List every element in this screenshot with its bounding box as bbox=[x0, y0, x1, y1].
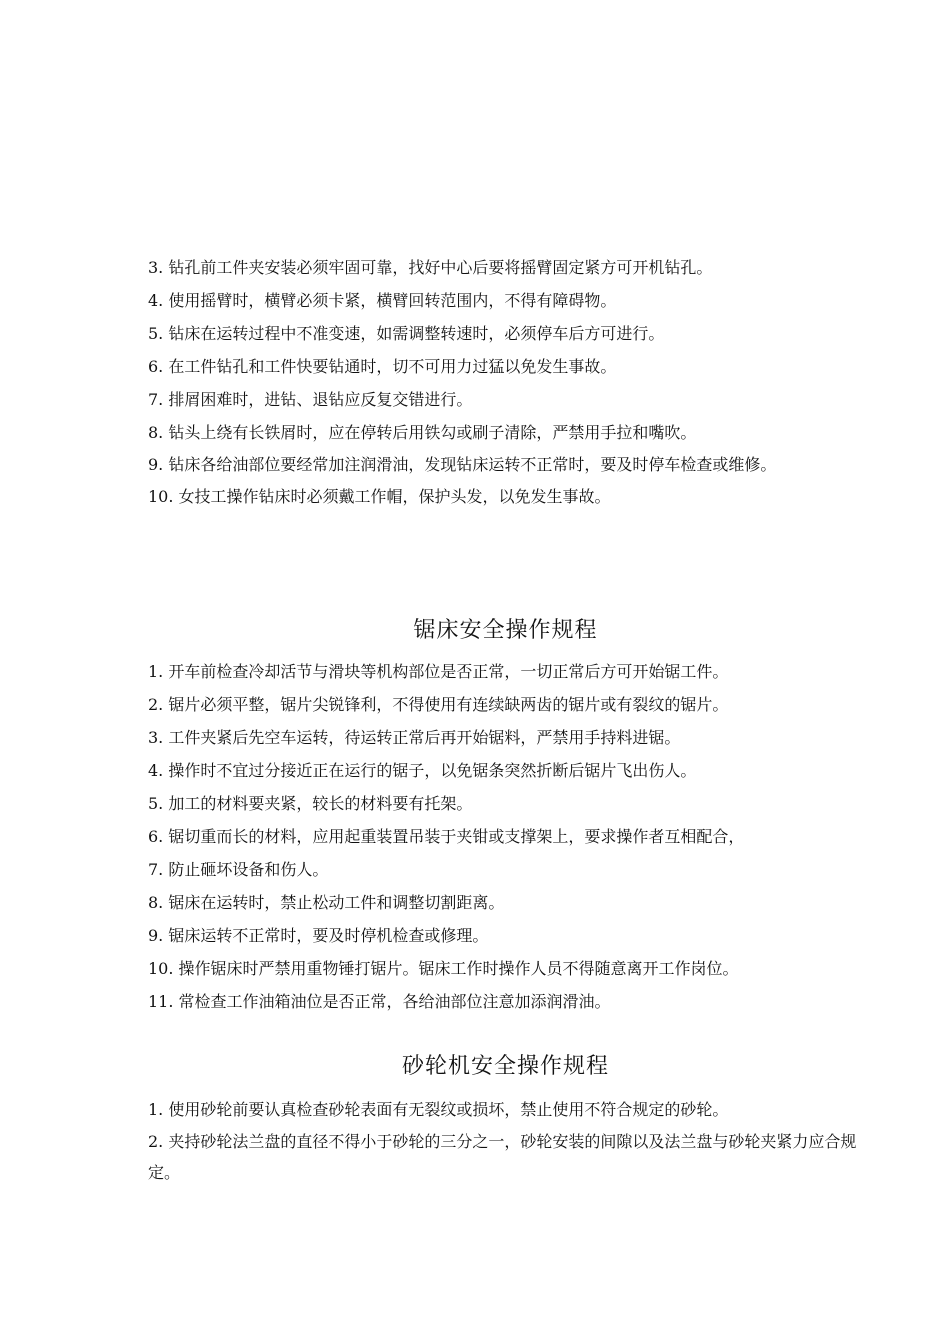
list-item: 6. 在工件钻孔和工件快要钻通时，切不可用力过猛以免发生事故。 bbox=[148, 357, 617, 376]
list-item: 2. 锯片必须平整，锯片尖锐锋利，不得使用有连续缺两齿的锯片或有裂纹的锯片。 bbox=[148, 695, 729, 714]
list-item: 5. 加工的材料要夹紧，较长的材料要有托架。 bbox=[148, 794, 473, 813]
list-item: 1. 使用砂轮前要认真检查砂轮表面有无裂纹或损坏，禁止使用不符合规定的砂轮。 bbox=[148, 1100, 729, 1119]
list-item: 4. 使用摇臂时，横臂必须卡紧，横臂回转范围内，不得有障碍物。 bbox=[148, 291, 617, 310]
list-item: 8. 锯床在运转时，禁止松动工件和调整切割距离。 bbox=[148, 893, 505, 912]
list-item: 9. 锯床运转不正常时，要及时停机检查或修理。 bbox=[148, 926, 489, 945]
list-item: 10. 操作锯床时严禁用重物锤打锯片。锯床工作时操作人员不得随意离开工作岗位。 bbox=[148, 959, 739, 978]
list-item: 3. 钻孔前工件夹安装必须牢固可靠，找好中心后要将摇臂固定紧方可开机钻孔。 bbox=[148, 258, 713, 277]
list-item: 10. 女技工操作钻床时必须戴工作帽，保护头发，以免发生事故。 bbox=[148, 487, 611, 506]
list-item: 7. 防止砸坏设备和伤人。 bbox=[148, 860, 329, 879]
list-item: 4. 操作时不宜过分接近正在运行的锯子，以免锯条突然折断后锯片飞出伤人。 bbox=[148, 761, 697, 780]
list-item: 8. 钻头上绕有长铁屑时，应在停转后用铁勾或刷子清除，严禁用手拉和嘴吹。 bbox=[148, 423, 697, 442]
list-item: 7. 排屑困难时，进钻、退钻应反复交错进行。 bbox=[148, 390, 473, 409]
saw-rules-list bbox=[148, 655, 863, 1018]
grinder-rules-list bbox=[148, 1093, 863, 1188]
saw-section-title: 锯床安全操作规程 bbox=[413, 618, 598, 643]
list-item: 9. 钻床各给油部位要经常加注润滑油，发现钻床运转不正常时，要及时停车检查或维修。 bbox=[148, 455, 777, 474]
list-item: 6. 锯切重而长的材料，应用起重装置吊装于夹钳或支撑架上，要求操作者互相配合， bbox=[148, 827, 745, 846]
list-item: 11. 常检查工作油箱油位是否正常，各给油部位注意加添润滑油。 bbox=[148, 992, 611, 1011]
list-item: 5. 钻床在运转过程中不准变速，如需调整转速时，必须停车后方可进行。 bbox=[148, 324, 665, 343]
drill-rules-list bbox=[148, 251, 863, 513]
grinder-section-title: 砂轮机安全操作规程 bbox=[401, 1054, 609, 1079]
list-item: 1. 开车前检查冷却活节与滑块等机构部位是否正常，一切正常后方可开始锯工件。 bbox=[148, 662, 729, 681]
list-item: 2. 夹持砂轮法兰盘的直径不得小于砂轮的三分之一，砂轮安装的间隙以及法兰盘与砂轮夹紧力应合规定。 bbox=[148, 1132, 857, 1182]
list-item: 3. 工件夹紧后先空车运转，待运转正常后再开始锯料，严禁用手持料进锯。 bbox=[148, 728, 681, 747]
